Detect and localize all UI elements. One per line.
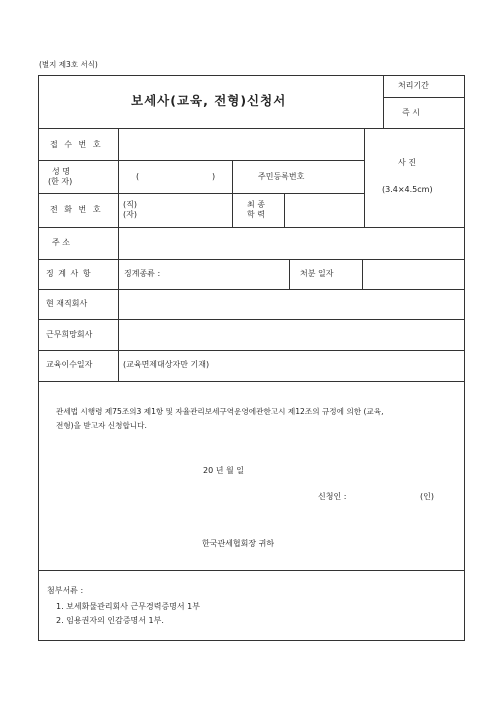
discipline-date-line	[362, 259, 363, 289]
phone-office-label: (직)	[123, 200, 137, 209]
attachment-item-2: 2. 임용권자의 인감증명서 1부.	[56, 616, 164, 625]
discipline-type-label: 징계종류 :	[124, 269, 161, 278]
row-line-6	[38, 289, 465, 290]
row-line-10	[38, 570, 465, 571]
row-line-2	[38, 160, 364, 161]
row-line-3	[38, 193, 364, 194]
discipline-label: 징 계 사 항	[46, 269, 92, 278]
declaration-line-1: 관세법 시행령 제75조의3 제1항 및 자율관리보세구역운영에관한고시 제12조의 규정에 의한 (교육,	[56, 407, 384, 416]
row-line-4	[38, 227, 465, 228]
photo-label: 사 진	[398, 158, 416, 167]
row-line-9	[38, 381, 465, 382]
row-line-8	[38, 350, 465, 351]
name-paren-open: (	[136, 172, 140, 181]
name-mid-line	[232, 160, 233, 194]
phone-label: 전 화 번 호	[50, 205, 103, 214]
photo-column-line	[364, 128, 365, 227]
phone-home-label: (자)	[123, 210, 137, 219]
completion-date-label: 교육이수일자	[46, 360, 93, 369]
header-divider	[383, 75, 384, 128]
education-label-bottom: 학 력	[247, 210, 265, 219]
form-code: (별지 제3호 서식)	[39, 60, 98, 69]
desired-company-label: 근무희망회사	[46, 330, 93, 339]
education-line	[284, 193, 285, 227]
photo-size: (3.4×4.5cm)	[382, 185, 433, 194]
phone-mid-line	[232, 193, 233, 227]
name-paren-close: )	[212, 172, 216, 181]
declaration-line-2: 전형)을 받고자 신청합니다.	[56, 421, 147, 430]
applicant-label: 신청인 :	[318, 492, 347, 501]
frame-right	[464, 75, 465, 641]
row-line-1	[38, 128, 465, 129]
form-title: 보세사(교육, 전형)신청서	[131, 93, 287, 108]
frame-bottom	[38, 640, 465, 641]
row-line-7	[38, 319, 465, 320]
attachment-item-1: 1. 보세화물관리회사 근무경력증명서 1부	[56, 602, 200, 611]
current-company-label: 현 재직회사	[46, 299, 88, 308]
resident-number-label: 주민등록번호	[258, 172, 305, 181]
receipt-number-label: 접 수 번 호	[50, 140, 103, 149]
recipient: 한국관세협회장 귀하	[202, 539, 275, 548]
name-hanja-label: (한 자)	[48, 177, 73, 186]
address-label: 주 소	[52, 238, 70, 247]
education-label-top: 최 종	[247, 200, 265, 209]
date-line: 20 년 월 일	[203, 466, 244, 475]
discipline-date-label: 처분 일자	[300, 269, 334, 278]
frame-top	[38, 75, 465, 76]
header-inner-line	[383, 97, 465, 98]
completion-date-note: (교육면제대상자만 기재)	[123, 360, 210, 369]
applicant-seal: (인)	[420, 492, 434, 501]
attachments-title: 첨부서류 :	[47, 586, 84, 595]
name-label: 성 명	[52, 167, 70, 176]
row-line-5	[38, 259, 465, 260]
discipline-mid-line	[289, 259, 290, 289]
processing-period-label: 처리기간	[398, 81, 429, 90]
processing-period-value: 즉 시	[402, 108, 420, 117]
label-column-line	[118, 128, 119, 381]
